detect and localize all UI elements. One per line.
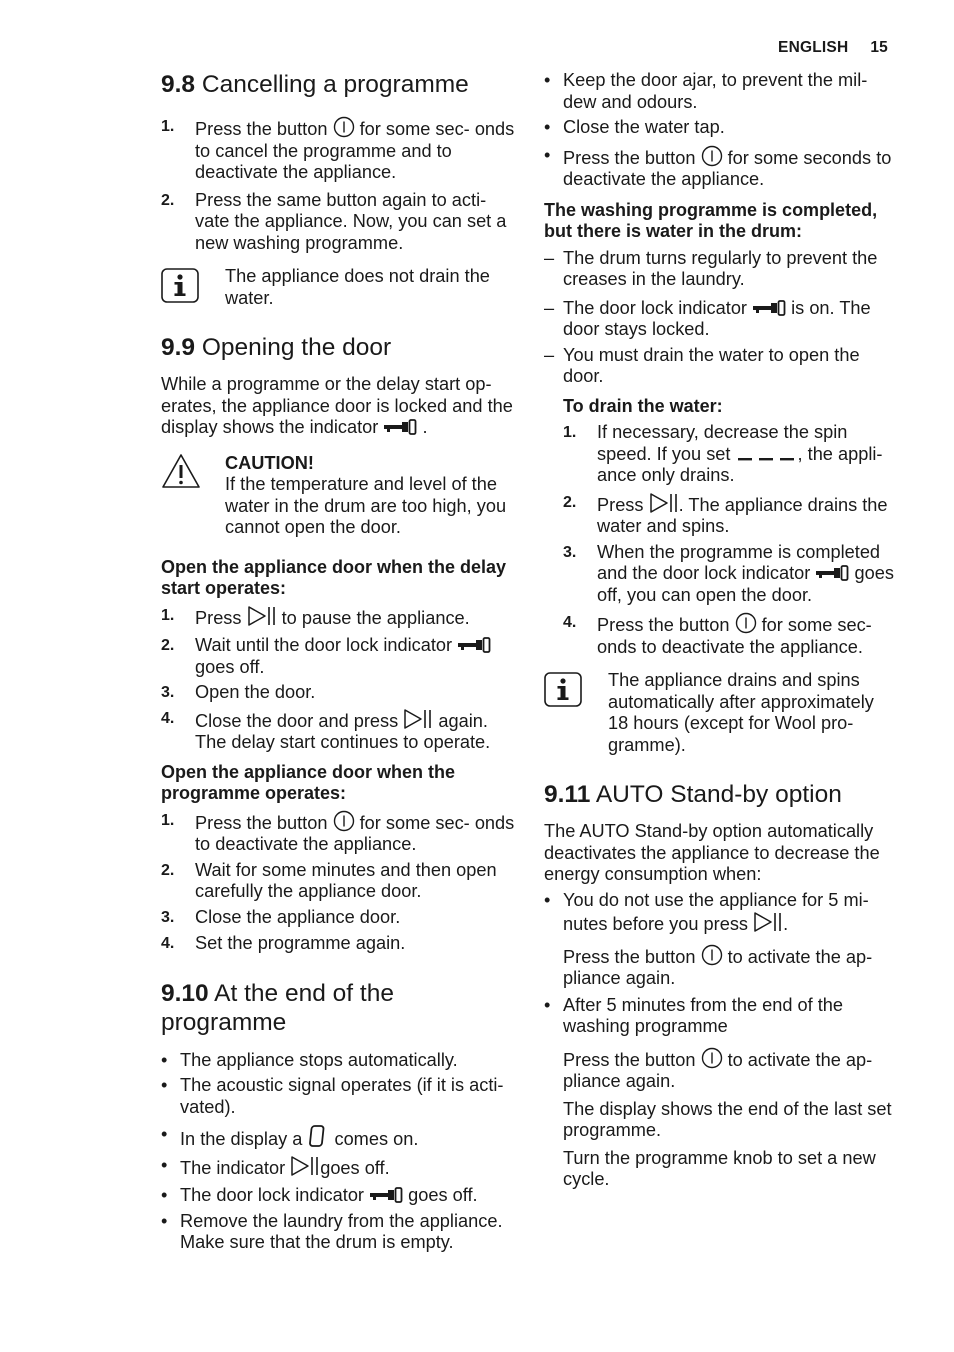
info-note: The appliance does not drain the water. [161, 266, 516, 309]
caution-note [161, 453, 516, 539]
list-item: • The indicator goes off. [161, 1154, 390, 1178]
play-pause-icon [649, 492, 679, 514]
power-icon [333, 116, 355, 138]
list-item: 4. Press the button for some sec- onds to deactivate the appliance. [563, 614, 872, 657]
play-pause-icon [403, 708, 433, 730]
list-item: 1. Press the button for some sec- onds to deactivate the appliance. [161, 811, 515, 854]
info-icon [161, 266, 199, 304]
play-pause-icon [247, 605, 277, 627]
page-header [756, 39, 888, 57]
list-item: – The door lock indicator is on. The door stays locked. [544, 297, 871, 339]
play-pause-icon [753, 911, 783, 933]
list-item: • Remove the laundry from the appliance. Make sure that the drum is empty. [161, 1210, 503, 1252]
subheading: Open the appliance door when the programme operates: [161, 761, 456, 803]
list-item: • After 5 minutes from the end of the washing programme [544, 994, 844, 1036]
paragraph: The AUTO Stand-by option automatically deactivates the appliance to decrease the energy consumption when: [544, 821, 880, 884]
list-item: • In the display a comes on. [161, 1124, 419, 1149]
section-9-8-title: 9.8 Cancelling a programme [161, 71, 469, 98]
list-item: 4. Set the programme again. [161, 933, 406, 953]
paragraph: While a programme or the delay start op- erates, the appliance door is locked and the display shows the indicator . [161, 374, 513, 437]
power-icon [735, 612, 757, 634]
list-item: 1. Press the button for some sec- onds to cancel the programme and to deactivate the appliance. [161, 118, 515, 182]
list-item: • The appliance stops automatically. [161, 1049, 458, 1070]
power-icon [701, 1047, 723, 1069]
section-9-10-title: 9.10 At the end of the programme [161, 979, 394, 1036]
paragraph: Press the button to activate the ap- pliance again. [563, 944, 899, 990]
door-lock-icon [815, 564, 849, 582]
power-icon [333, 810, 355, 832]
subheading: To drain the water: [563, 395, 723, 416]
info-note: The appliance drains and spins automatically after approximately 18 hours (except for Wool pro- gramme). [544, 670, 899, 756]
dashes-icon [736, 447, 798, 463]
drain-steps [563, 422, 899, 658]
door-lock-icon [752, 299, 786, 317]
info-icon [544, 670, 582, 708]
list-item: • Press the button for some seconds to deactivate the appliance. [544, 144, 892, 189]
page-number: 15 [870, 39, 888, 56]
list-item: • Close the water tap. [544, 117, 725, 137]
left-column [161, 70, 516, 1254]
list-item: 1. If necessary, decrease the spin speed. If you set , the appli- ance only drains. [563, 422, 883, 485]
section-9-11-title: 9.11 AUTO Stand-by option [544, 781, 842, 808]
power-icon [701, 145, 723, 167]
power-icon [701, 944, 723, 966]
subheading: Open the appliance door when the delay start operates: [161, 556, 507, 598]
list-item: – You must drain the water to open the door. [544, 344, 860, 386]
list-item: • You do not use the appliance for 5 mi- nutes before you press . [544, 889, 869, 934]
subheading: The washing programme is completed, but there is water in the drum: [544, 199, 878, 241]
caution-text: If the temperature and level of the water in the drum are too high, you cannot open the door. [225, 474, 507, 537]
list-item: • Keep the door ajar, to prevent the mil- dew and odours. [544, 70, 868, 112]
warning-icon [161, 453, 201, 489]
caution-title: CAUTION! [225, 452, 314, 473]
list-item: – The drum turns regularly to prevent the creases in the laundry. [544, 247, 878, 289]
door-lock-icon [369, 1186, 403, 1204]
paragraph: The display shows the end of the last set programme. [563, 1098, 892, 1140]
section-9-9-title: 9.9 Opening the door [161, 334, 392, 361]
list-item: 3. Open the door. [161, 682, 316, 702]
right-column [544, 70, 899, 1191]
list-item: 3. When the programme is completed and the door lock indicator goes off, you can open the door. [563, 541, 894, 605]
list-item: 3. Close the appliance door. [161, 906, 401, 927]
list-item: 2. Wait until the door lock indicator goes off. [161, 635, 516, 678]
list-item: 4. Close the door and press again. The delay start continues to operate. [161, 709, 491, 752]
list-item: 2. Wait for some minutes and then open carefully the appliance door. [161, 859, 497, 901]
list-item: • The door lock indicator goes off. [161, 1185, 478, 1205]
zero-digit-icon [307, 1124, 329, 1148]
list-item: 2. Press the same button again to acti- vate the appliance. Now, you can set a new washing programme. [161, 189, 507, 253]
list-item: • The acoustic signal operates (if it is acti- vated). [161, 1075, 504, 1117]
header-language: ENGLISH [778, 39, 849, 56]
door-lock-icon [383, 418, 417, 436]
list-item: 2. Press . The appliance drains the water and spins. [563, 493, 888, 536]
play-pause-icon [290, 1155, 320, 1177]
paragraph: Turn the programme knob to set a new cycle. [563, 1147, 876, 1189]
list-item: 1. Press to pause the appliance. [161, 606, 470, 628]
paragraph: Press the button to activate the ap- pliance again. [563, 1047, 899, 1093]
door-lock-icon [457, 636, 491, 654]
